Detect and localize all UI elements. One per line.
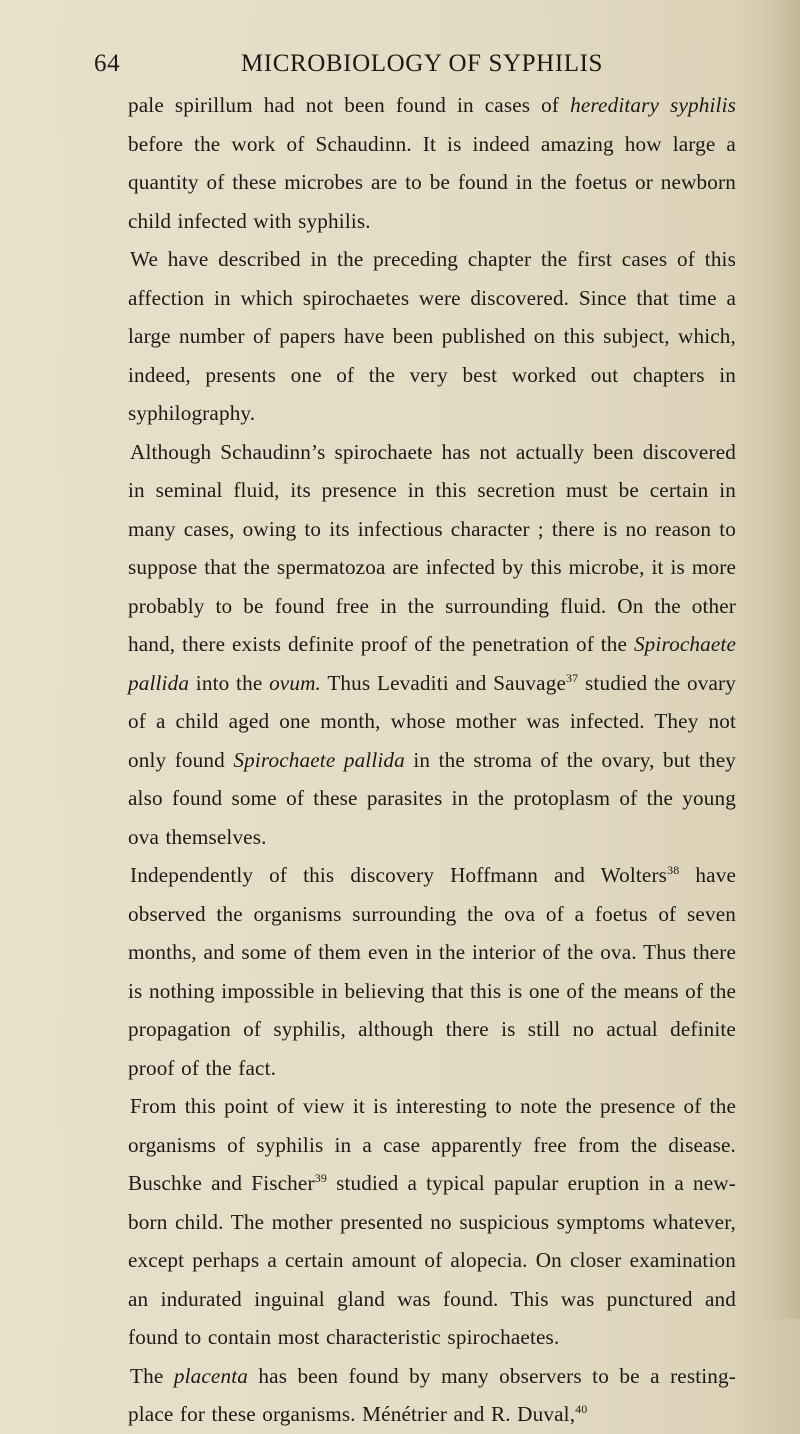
page-edge-shadow [760, 0, 800, 1319]
paragraph [128, 1357, 736, 1434]
text-run: studied a typical papular eruption in a new-born child. The mother presented no suspicious symptoms whatever, except perhaps a certain amount of alopecia. On closer examination an indurated inguinal gland was found. This was punctured and found to contain most characteristic spirochaetes. [128, 1171, 737, 1349]
text-run: before the work of Schaudinn. It is indeed amazing how large a quantity of these microbes are to be found in the foetus or newborn child infected with syphilis. [128, 131, 736, 233]
text-run: Although Schaudinn’s spirochaete has not actually been discovered in seminal fluid, its presence in this secretion must be certain in many cases, owing to its infectious character ; there is no reason to suppose that the spermatozoa are infected by this microbe, it is more probably to be found free in the surrounding fluid. On the other hand, there exists definite proof of the penetration of the [128, 439, 736, 656]
italic-text: Spirochaete pallida [233, 747, 405, 772]
running-head [94, 50, 730, 86]
text-run: pale spirillum had not been found in cases of [128, 93, 571, 117]
text-run: The [130, 1363, 174, 1388]
text-run: studied the ovary of a child aged one month, whose mother was infected. They not only found [128, 670, 736, 772]
italic-text: ovum. [269, 670, 322, 695]
paragraph [128, 856, 736, 1087]
footnote-reference: 40 [575, 1401, 588, 1416]
text-run: Independently of this discovery Hoffmann and Wolters [130, 863, 668, 887]
body-text [128, 86, 736, 1434]
paragraph [128, 86, 736, 240]
footnote-reference: 38 [667, 862, 680, 877]
running-title: MICROBIOLOGY OF SYPHILIS [240, 50, 604, 77]
footnote-reference: 39 [314, 1170, 327, 1185]
text-run: From this point of view it is interesting to note the presence of the organisms of syphilis in a case apparently free from the disease. Buschke and Fischer [128, 1094, 736, 1195]
text-run: Thus Levaditi and Sauvage [321, 670, 567, 695]
italic-text: Spirochaete pallida [128, 632, 736, 695]
text-run: have observed the organisms surrounding the ova of a foetus of seven months, and some of them even in the interior of the ova. Thus there is nothing impossible in believing that this is one of the means of the propagation of syphilis, although there is still no actual definite proof of the fact. [128, 863, 736, 1080]
page-number: 64 [94, 50, 121, 77]
text-run: has been found by many observers to be a resting-place for these organisms. Ménétrier and R. Duval, [128, 1363, 736, 1426]
paragraph [128, 433, 736, 857]
italic-text: placenta [173, 1363, 248, 1388]
text-run: in the stroma of the ovary, but they also found some of these parasites in the protoplasm of the young ova themselves. [128, 747, 737, 849]
paragraph [128, 1087, 736, 1357]
text-run: into the [189, 670, 270, 695]
paragraph [128, 240, 736, 433]
text-run: We have described in the preceding chapter the first cases of this affection in which spirochaetes were discovered. Since that time a large number of papers have been published on this subject, which, indeed, presents one of the very best worked out chapters in syphilography. [128, 247, 736, 425]
italic-text: hereditary syphilis [570, 93, 737, 117]
footnote-reference: 37 [566, 670, 579, 685]
